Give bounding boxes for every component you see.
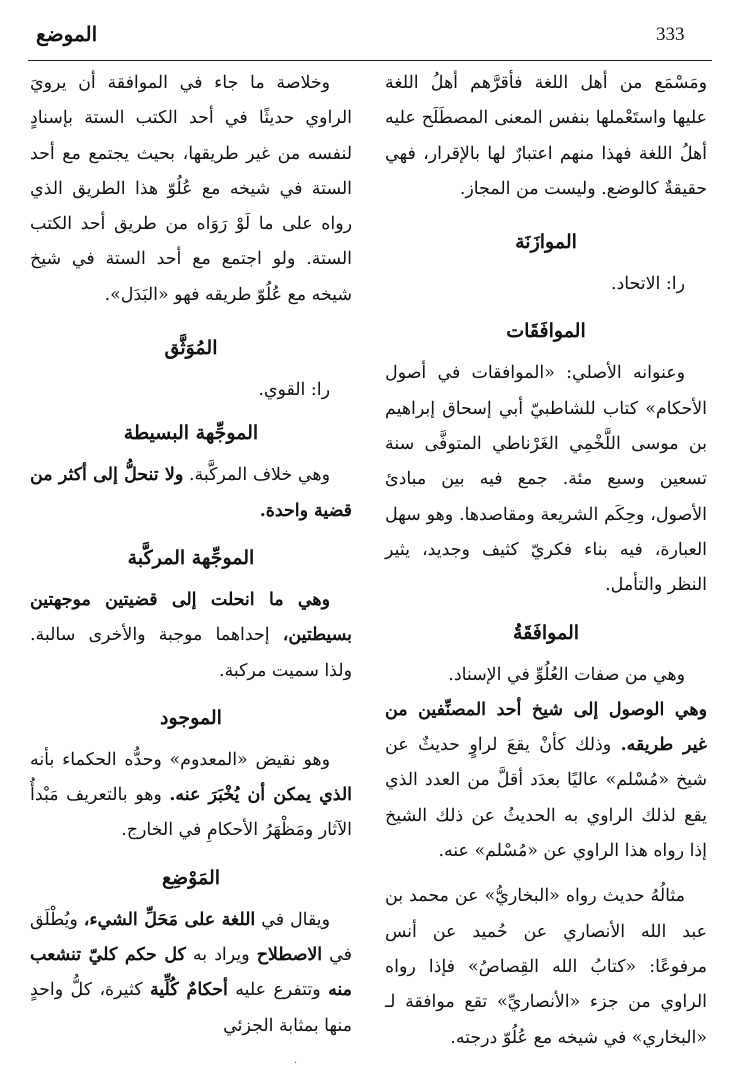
mawdi-part-7: وتتفرع عليه	[227, 980, 329, 1001]
mawdi-part-1: ويقال في	[255, 909, 330, 930]
murakkaba-bold: وهي ما انحلت إلى قضيتين موجهتين بسيطتين،	[30, 589, 352, 646]
muwafaqa-paragraph-2	[385, 693, 707, 869]
heading-muwafaqat: الموافَقَات	[506, 320, 586, 343]
mawjud-plain: وهو نقيض «المعدوم» وحدُّه الحكماء بأنه	[30, 749, 330, 770]
muwafaqa-paragraph-1: وهي من صفات العُلُوِّ في الإسناد.	[448, 664, 685, 685]
basita-bold: ولا تنحلُّ إلى أكثر من قضية واحدة.	[30, 465, 352, 521]
mawdi-text	[30, 903, 352, 1044]
page-number: 333	[656, 24, 685, 45]
muwafaqa-explanation: وذلك كأنْ يقعَ لراوٍ حديثٌ عن شيخ «مُسْلم» عاليًا بعدَد أقلَّ من العدد الذي يقع لذلك الراوي به الحديثُ عن ذلك الشيخ إذا رواه هذا الراوي عن «مُسْلم» عنه.	[385, 735, 707, 862]
mawdi-part-6: كل حكم كليّ تنشعب منه	[30, 945, 352, 1001]
mawdi-part-3: ويُطْلَق في	[30, 909, 352, 966]
mawdi-part-9: كثيرة، كلُّ واحدٍ منها بمثابة الجزئي	[30, 980, 352, 1036]
murakkaba-text	[30, 583, 352, 689]
mawjud-bold: الذي يمكن أن يُخْبَرَ عنه.	[169, 785, 352, 806]
heading-mawdi: المَوْضِع	[161, 866, 221, 889]
mawdi-part-4: الاصطلاح	[256, 945, 323, 966]
heading-mawjud: الموجود	[160, 706, 222, 729]
heading-muwafaqa: الموافَقَةُ	[512, 621, 580, 644]
basita-plain: وهي خلاف المركَّبة.	[183, 465, 330, 486]
running-head: الموضع	[36, 22, 98, 46]
mawjud-text	[30, 743, 352, 849]
heading-muwazana: الموازَنَة	[515, 231, 577, 254]
header-rule	[28, 60, 712, 61]
summary-paragraph: وخلاصة ما جاء في الموافقة أن يرويَ الراوي حديثًا في أحد الكتب الستة بإسنادٍ لنفسه من غير طريقها، بحيث يجتمع مع أحد الستة في شيخه مع عُلُوّ هذا الطريق الذي رواه على ما لَوْ رَوَاه من طريق أحد الكتب الستة. ولو اجتمع مع أحد الستة في شيخ شيخه مع عُلُوّ طريقه فهو «البَدَل».	[30, 73, 352, 305]
page-header	[28, 22, 714, 56]
left-column	[30, 66, 352, 1066]
muwaththaq-text: را: القوي.	[258, 380, 330, 401]
intro-paragraph: ومَسْمَع من أهل اللغة فأقرَّهم أهلُ اللغة عليها واستَعْملها بنفس المعنى المصطَلَح عليه أهلُ اللغة فهذا منهم اعتبارٌ لها بالإقرار، فهي حقيقةٌ كالوضع. وليست من المجاز.	[385, 73, 707, 199]
mawdi-part-8: أحكامٌ كُلِّية	[149, 980, 228, 1001]
mawdi-part-2: اللغة على مَحَلِّ الشيء،	[83, 909, 256, 930]
heading-basita: الموجِّهة البسيطة	[123, 422, 259, 445]
right-column	[385, 66, 707, 1066]
footer-dot: ·	[294, 1058, 298, 1069]
muwazana-text: را: الاتحاد.	[610, 274, 685, 295]
muwafaqat-text: وعنوانه الأصلي: «الموافقات في أصول الأحكام» كتاب للشاطبيّ أبي إسحاق إبراهيم بن موسى اللَّخْمِي الغَرْناطي المتوفَّى سنة تسعين وسبع مئة. جمع فيه بين مبادئ الأصول، وحِكَم الشريعة ومقاصدها. وهو سهل العبارة، فيه بناء فكريّ كثيف وجديد، يثير النظر والتأمل.	[385, 363, 707, 596]
muwafaqa-definition: وهي الوصول إلى شيخ أحد المصنِّفين من غير طريقه.	[385, 699, 707, 756]
muwafaqa-example: مثالُهُ حديث رواه «البخاريُّ» عن محمد بن عبد الله الأنصاري عن حُميد عن أنس مرفوعًا: «كتابُ الله القِصاصُ» فإذا رواه الراوي من جزء «الأنصاريِّ» تقع موافقة لـ «البخاري» في شيخه مع عُلُوّ درجته.	[385, 886, 707, 1048]
mawdi-part-5: ويراد به	[185, 945, 257, 966]
murakkaba-rest: إحداهما موجبة والأخرى سالبة. ولذا سميت مركبة.	[30, 625, 352, 681]
heading-muwaththaq: المُوَثَّق	[164, 337, 218, 360]
heading-murakkaba: الموجِّهة المركَّبة	[127, 546, 255, 569]
mawjud-rest: وهو بالتعريف مَبْدأُ الآثار ومَظْهَرُ الأحكامِ في الخارج.	[30, 785, 352, 841]
basita-text	[30, 458, 352, 529]
